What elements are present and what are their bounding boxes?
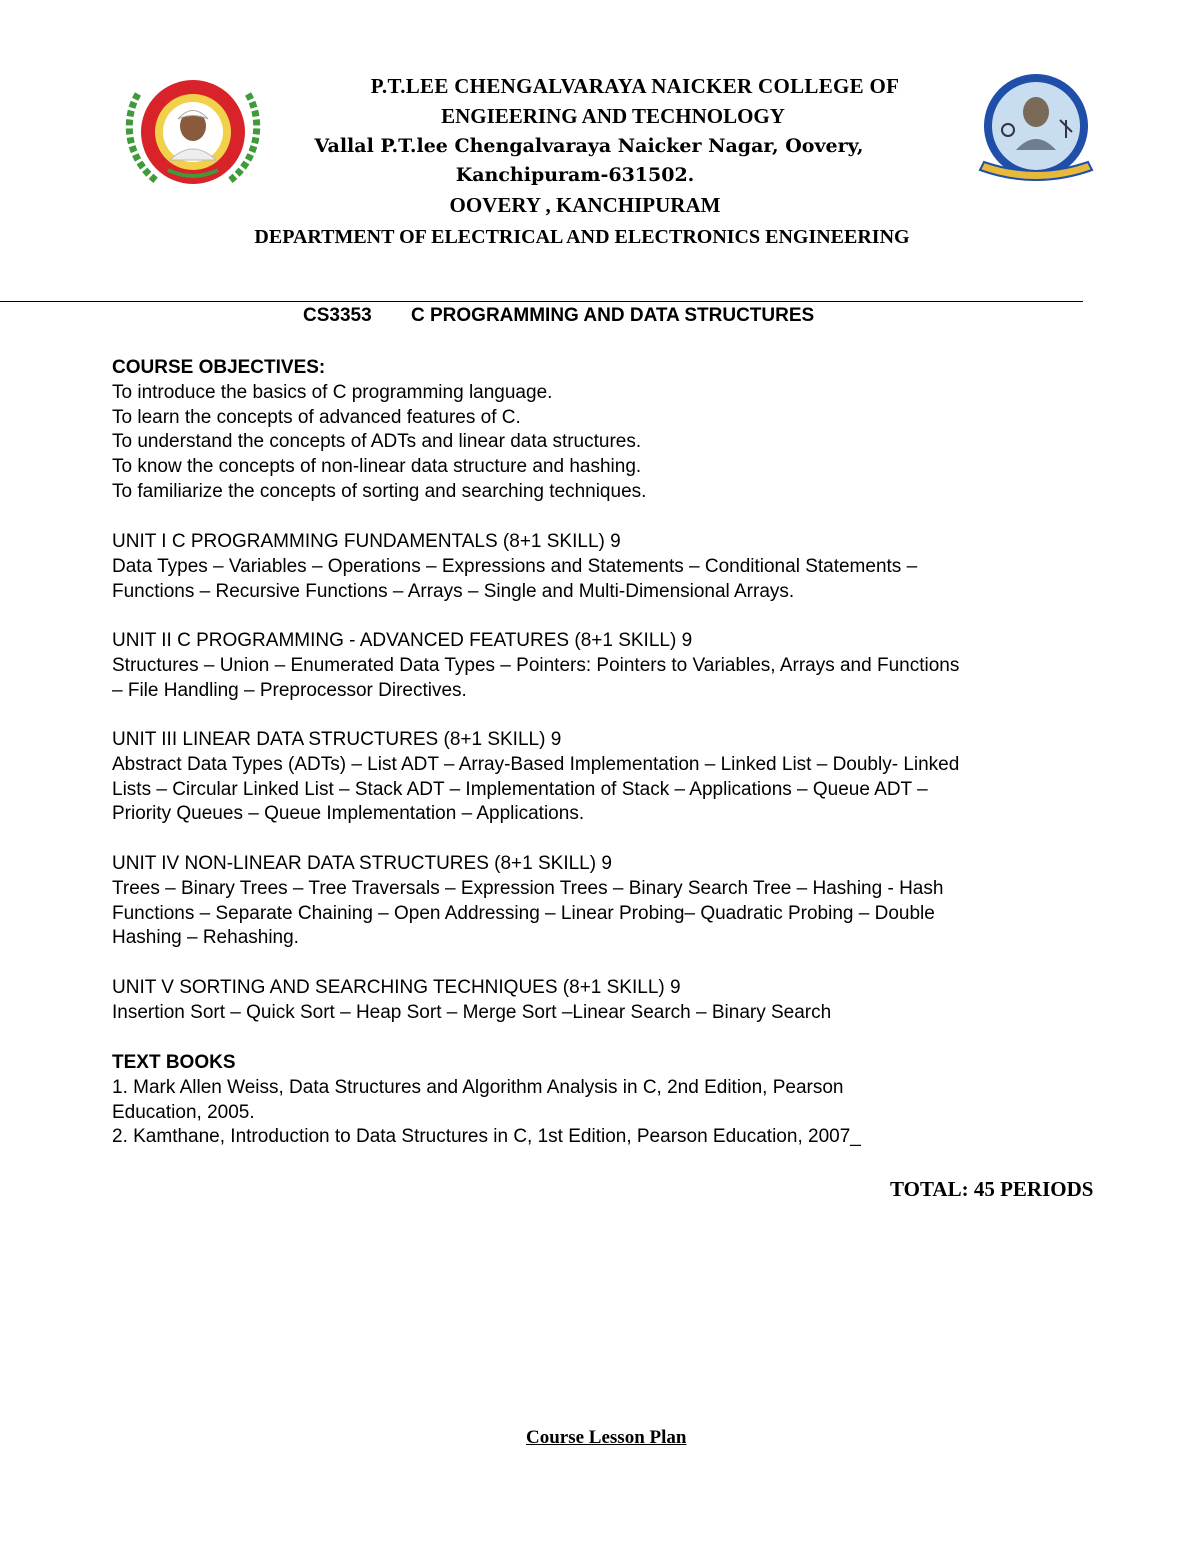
unit-line: Trees – Binary Trees – Tree Traversals – Expression Trees – Binary Search Tree – Hashing - Hash xyxy=(112,877,944,899)
college-name-line1: P.T.LEE CHENGALVARAYA NAICKER COLLEGE OF xyxy=(370,74,900,98)
unit-line: Priority Queues – Queue Implementation – Applications. xyxy=(112,803,585,825)
unit-line: Functions – Separate Chaining – Open Addressing – Linear Probing– Quadratic Probing – Double xyxy=(112,902,935,924)
text-books xyxy=(112,1051,1112,1150)
unit-line: Hashing – Rehashing. xyxy=(112,927,299,949)
objective-item: To familiarize the concepts of sorting and searching techniques. xyxy=(112,480,647,502)
unit-title: UNIT III LINEAR DATA STRUCTURES (8+1 SKILL) 9 xyxy=(112,729,562,750)
lesson-plan-heading: Course Lesson Plan xyxy=(526,1427,687,1448)
objective-item: To introduce the basics of C programming language. xyxy=(112,381,553,403)
unit-title: UNIT I C PROGRAMMING FUNDAMENTALS (8+1 SKILL) 9 xyxy=(112,531,621,552)
unit-line: Abstract Data Types (ADTs) – List ADT – Array-Based Implementation – Linked List – Doubly- Linked xyxy=(112,753,960,775)
unit-line: – File Handling – Preprocessor Directives. xyxy=(112,679,467,701)
unit-title: UNIT IV NON-LINEAR DATA STRUCTURES (8+1 SKILL) 9 xyxy=(112,853,612,874)
unit-2 xyxy=(112,629,1112,703)
department-name: DEPARTMENT OF ELECTRICAL AND ELECTRONICS ENGINEERING xyxy=(254,226,910,248)
college-place: OOVERY , KANCHIPURAM xyxy=(449,193,721,217)
total-periods: TOTAL: 45 PERIODS xyxy=(890,1177,1094,1201)
unit-title: UNIT II C PROGRAMMING - ADVANCED FEATURES (8+1 SKILL) 9 xyxy=(112,630,693,651)
objective-item: To learn the concepts of advanced features of C. xyxy=(112,406,521,428)
unit-line: Insertion Sort – Quick Sort – Heap Sort – Merge Sort –Linear Search – Binary Search xyxy=(112,1001,832,1023)
unit-line: Structures – Union – Enumerated Data Types – Pointers: Pointers to Variables, Arrays and Functions xyxy=(112,654,960,676)
course-title: C PROGRAMMING AND DATA STRUCTURES xyxy=(411,305,815,326)
unit-title: UNIT V SORTING AND SEARCHING TECHNIQUES (8+1 SKILL) 9 xyxy=(112,977,681,998)
unit-5 xyxy=(112,976,1112,1026)
textbook-line: 1. Mark Allen Weiss, Data Structures and Algorithm Analysis in C, 2nd Edition, Pearson xyxy=(112,1076,844,1098)
textbooks-heading: TEXT BOOKS xyxy=(112,1052,236,1073)
unit-line: Lists – Circular Linked List – Stack ADT – Implementation of Stack – Applications – Queue ADT – xyxy=(112,778,928,800)
header-divider xyxy=(0,301,1083,302)
unit-line: Data Types – Variables – Operations – Expressions and Statements – Conditional Statements – xyxy=(112,555,918,577)
unit-1 xyxy=(112,530,1112,604)
objectives-heading: COURSE OBJECTIVES: xyxy=(112,357,326,378)
address-line1: Vallal P.T.lee Chengalvaraya Naicker Nagar, Oovery, xyxy=(314,135,864,157)
course-code: CS3353 xyxy=(303,305,372,326)
unit-4 xyxy=(112,852,1112,951)
objective-item: To understand the concepts of ADTs and linear data structures. xyxy=(112,431,642,453)
textbook-line: 2. Kamthane, Introduction to Data Structures in C, 1st Edition, Pearson Education, 2007_ xyxy=(112,1126,861,1148)
college-name-line2: ENGIEERING AND TECHNOLOGY xyxy=(441,104,785,128)
address-line2: Kanchipuram-631502. xyxy=(455,164,695,186)
objective-item: To know the concepts of non-linear data structure and hashing. xyxy=(112,456,642,478)
unit-line: Functions – Recursive Functions – Arrays – Single and Multi-Dimensional Arrays. xyxy=(112,580,795,602)
unit-3 xyxy=(112,728,1112,827)
textbook-line: Education, 2005. xyxy=(112,1101,255,1123)
course-objectives xyxy=(112,356,1112,505)
